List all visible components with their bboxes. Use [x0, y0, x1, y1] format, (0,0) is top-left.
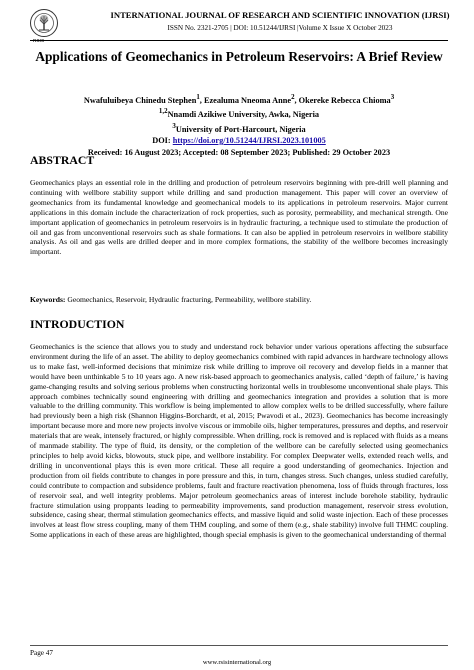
- footer-rule: [30, 645, 448, 646]
- header-rule: [30, 40, 448, 41]
- footer-website: www.rsisinternational.org: [202, 659, 272, 666]
- issn-doi-line: ISSN No. 2321-2705 | DOI: 10.51244/IJRSI |Volume X Issue X October 2023: [167, 24, 393, 32]
- abstract-text: Geomechanics plays an essential role in the drilling and production of petroleum reservoirs beginning with pre-drill well planning and continuing with wellbore stability support while drilling and sand production management. This paper will cover an overview of geomechanics from its fundamental knowledge and geomechanical models to its applications in petroleum reservoirs. Major current applications in this domain include the characterization of rock properties, such as porosity, permeability, and mechanical strength. One important application of geomechanics in petroleum reservoirs is in hydraulic fracturing, a technique used to stimulate the production of oil and gas from unconventional reservoirs such as shale formations. It can also be applied in petroleum reservoirs in wellbore stability analysis. As oil and gas wells are drilled deeper and in more complex formations, the stability of the wellbore becomes increasingly important.: [30, 178, 448, 257]
- introduction-text: Geomechanics is the science that allows you to study and understand rock behavior under various operations affecting the subsurface environment during the life of an asset. The ability to deploy geomechanics combined with rapid advances in hardware technology allows us to make fast, well-informed decisions that minimize risk while drilling to improve oil recovery and develop fields in a manner that would have been unthinkable 5 to 10 years ago. A new risk-based approach to geomechanics analysis, called ‘depth of failure,’ is having game-changing results and solving serious problems when constructing horizontal wells in troublesome unconventional shale plays. This approach combines technically sound engineering with drilling and geomechanics integration and provides a solution that is more valuable to the drilling community. This workflow is being implemented to allow complex wells to be drilled successfully, where failure had previously been a high risk (Shannon Higgins-Borchardt, et al, 2015; Pwavodi et al., 2023). Geomechanics has become increasingly important because more and more new projects involve viscous or immobile oils, higher temperatures, pressures and depths, and reservoir materials that are weak, intensely fractured, or highly compressible. When drilling, rock is removed and is replaced with fluids as a means of manmade stability. The type of fluid, its density, or the completion of the wellbore can be carefully selected using geomechanics principles to help avoid kicks, blowouts, stuck pipe, and wellbore instability. For complex Deepwater wells, extended reach wells, and drilling in unconventional plays this is even more critical. These all require a good understanding of geomechanics. Injection and production from oil fields contribute to changes in pore pressure and this, in turn, changes stress. Such changes, unless studied carefully, could contribute to compaction and subsidence problems, fault and fracture reactivation phenomena, loss of fluids through fractures, loss of reservoir seal, and well integrity problems. Major petroleum geomechanics areas of interest include borehole stability, hydraulic fracture stimulation using proppants leading to permeability improvements, sand production management, reservoir stress evolution, subsidence, casing shear, thermal stimulation geomechanics effects, and massive liquid and solid waste injection. Each of these processes involves at least flow stress coupling, many of them THM coupling, and some of them (e.g., shale stability) involve full THMC coupling. Some applications in each of these areas are highlighted, though special emphasis is given to the geomechanical understanding of thermal: [30, 342, 448, 540]
- affiliation-2: $^3$University of Port-Harcourt, Nigeria: [172, 122, 306, 134]
- logo-caption: RSIS: [33, 38, 45, 43]
- doi-line: DOI: https://doi.org/10.51244/IJRSI.2023.101005: [152, 136, 326, 146]
- abstract-heading: ABSTRACT: [30, 153, 95, 167]
- introduction-heading: INTRODUCTION: [30, 317, 125, 331]
- author-names: Nwafuluibeya Chinedu Stephen$^1$, Ezealuma Nneoma Anne$^2$, Okereke Rebecca Chioma$^3$: [83, 94, 395, 105]
- page-number: Page 47: [30, 649, 53, 657]
- affiliation-1: $^{1,2}$Nnamdi Azikiwe University, Awka, Nigeria: [158, 108, 320, 120]
- journal-logo: [30, 9, 58, 37]
- tree-emblem-icon: [33, 12, 55, 34]
- publication-dates: Received: 16 August 2023; Accepted: 08 September 2023; Published: 29 October 2023: [87, 147, 391, 157]
- doi-link[interactable]: https://doi.org/10.51244/IJRSI.2023.101005: [172, 136, 326, 146]
- author-block: [30, 92, 448, 158]
- paper-title: Applications of Geomechanics in Petroleum Reservoirs: A Brief Review: [35, 49, 443, 64]
- keywords-line: Keywords: Geomechanics, Reservoir, Hydraulic fracturing, Permeability, wellbore stability.: [30, 295, 312, 304]
- journal-name: INTERNATIONAL JOURNAL OF RESEARCH AND SCIENTIFIC INNOVATION (IJRSI): [110, 10, 450, 20]
